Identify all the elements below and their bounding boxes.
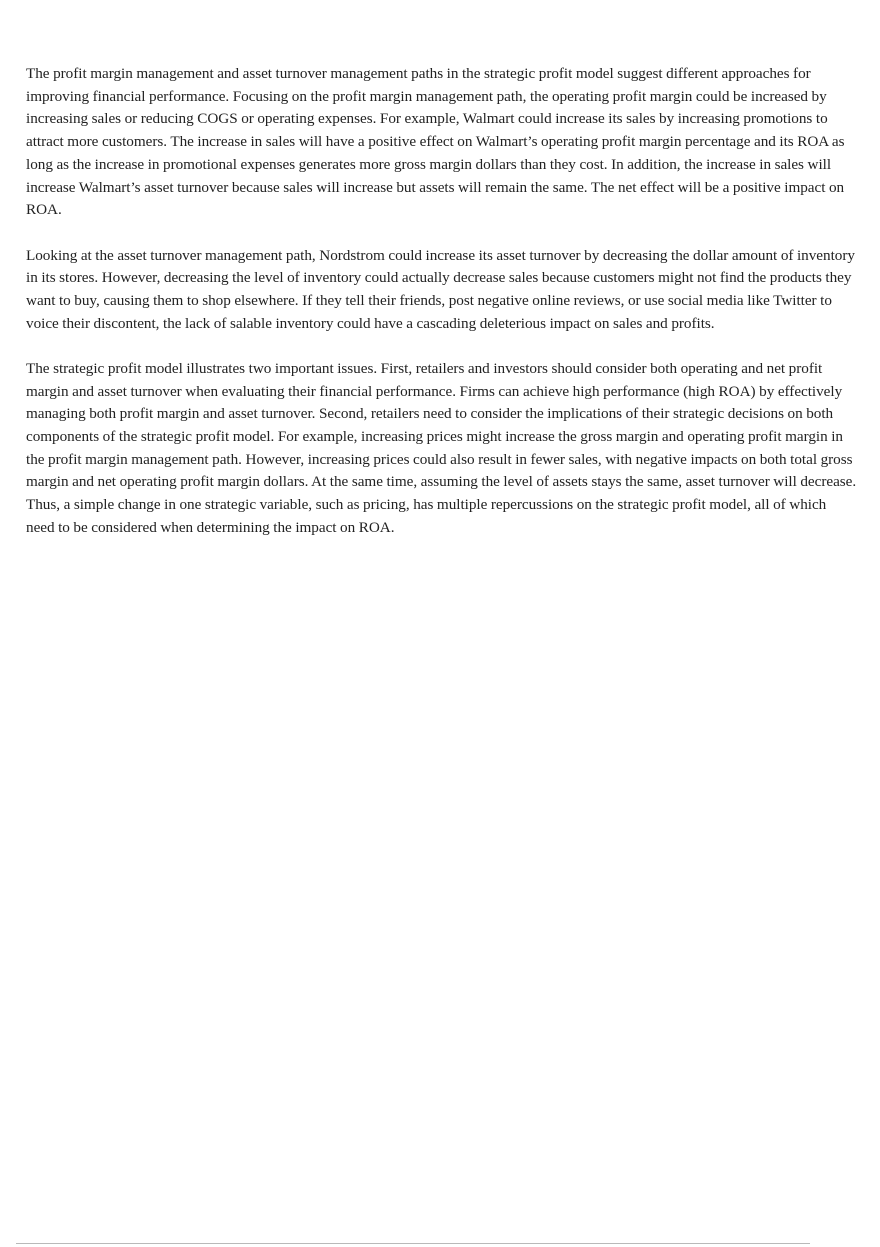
- paragraph: The profit margin management and asset turnover management paths in the strategic profit model suggest different approaches for improving financial performance. Focusing on the profit margin management path, the operating profit margin could be increased by increasing sales or reducing COGS or operating expenses. For example, Walmart could increase its sales by increasing promotions to attract more customers. The increase in sales will have a positive effect on Walmart’s operating profit margin percentage and its ROA as long as the increase in promotional expenses generates more gross margin dollars than they cost. In addition, the increase in sales will increase Walmart’s asset turnover because sales will increase but assets will remain the same. The net effect will be a positive impact on ROA.: [26, 65, 845, 219]
- paragraph: Looking at the asset turnover management path, Nordstrom could increase its asset turnover by decreasing the dollar amount of inventory in its stores. However, decreasing the level of inventory could actually decrease sales because customers might not find the products they want to buy, causing them to shop elsewhere. If they tell their friends, post negative online reviews, or use social media like Twitter to voice their discontent, the lack of salable inventory could have a cascading deleterious impact on sales and profits.: [26, 246, 855, 332]
- paragraph: The strategic profit model illustrates two important issues. First, retailers and investors should consider both operating and net profit margin and asset turnover when evaluating their financial performance. Firms can achieve high performance (high ROA) by effectively managing both profit margin and asset turnover. Second, retailers need to consider the implications of their strategic decisions on both components of the strategic profit model. For example, increasing prices might increase the gross margin and operating profit margin in the profit margin management path. However, increasing prices could also result in fewer sales, with negative impacts on both total gross margin and net operating profit margin dollars. At the same time, assuming the level of assets stays the same, asset turnover will decrease. Thus, a simple change in one strategic variable, such as pricing, has multiple repercussions on the strategic profit model, all of which need to be considered when determining the impact on ROA.: [26, 359, 857, 536]
- document-body: [26, 63, 858, 562]
- footer-divider: [16, 1243, 810, 1244]
